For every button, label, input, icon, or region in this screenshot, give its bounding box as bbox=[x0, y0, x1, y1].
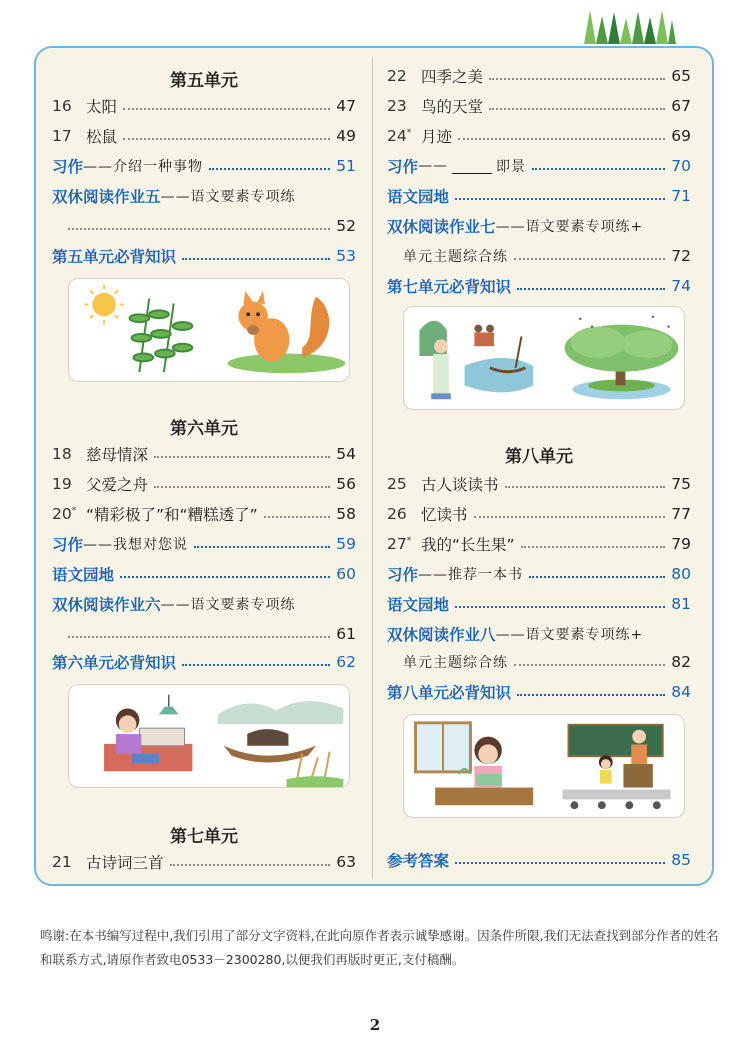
toc-entry-16[interactable] bbox=[52, 94, 356, 118]
lesson-title: 古诗词三首 bbox=[86, 854, 164, 872]
toc-entry-unit5-writing[interactable] bbox=[52, 154, 356, 178]
toc-entry-unit6-homework[interactable] bbox=[52, 592, 356, 616]
unit5-illustration bbox=[68, 278, 350, 382]
leader-dots bbox=[517, 288, 665, 290]
unit7-illustration bbox=[403, 306, 685, 410]
leader-dots bbox=[123, 138, 330, 140]
toc-entry-unit5-homework-page[interactable] bbox=[52, 214, 356, 238]
garden-label: 语文园地 bbox=[52, 566, 115, 584]
lesson-title: 太阳 bbox=[86, 98, 118, 116]
page-number: 84 bbox=[671, 683, 691, 701]
page-number: 62 bbox=[336, 653, 356, 671]
leader-dots bbox=[514, 258, 665, 260]
lesson-title: 松鼠 bbox=[86, 128, 118, 146]
girl-reading-and-classroom-image bbox=[404, 715, 684, 817]
toc-entry-21[interactable] bbox=[52, 850, 356, 874]
page-number: 61 bbox=[336, 625, 356, 643]
lesson-title: 四季之美 bbox=[421, 68, 484, 86]
leader-dots bbox=[489, 108, 665, 110]
toc-entry-20[interactable] bbox=[52, 502, 356, 526]
unit6-title: 第六单元 bbox=[170, 419, 238, 439]
writing-dash: —— bbox=[418, 158, 449, 174]
lesson-number: 21 bbox=[52, 853, 72, 871]
lesson-number: 16 bbox=[52, 97, 72, 115]
leader-dots bbox=[474, 516, 666, 518]
leader-dots bbox=[455, 606, 665, 608]
leader-dots bbox=[170, 864, 331, 866]
leader-dots bbox=[182, 664, 330, 666]
knowledge-label: 第六单元必背知识 bbox=[52, 654, 177, 672]
unit7-title: 第七单元 bbox=[170, 827, 238, 847]
page-number: 54 bbox=[336, 445, 356, 463]
toc-entry-18[interactable] bbox=[52, 442, 356, 466]
leader-dots bbox=[194, 546, 330, 548]
writing-topic: ——我想对您说 bbox=[83, 537, 189, 553]
optional-star: * bbox=[406, 535, 412, 546]
leader-dots bbox=[120, 576, 330, 578]
toc-entry-unit7-homework-cont[interactable] bbox=[387, 244, 691, 268]
knowledge-label: 第八单元必背知识 bbox=[387, 684, 512, 702]
leader-dots bbox=[68, 228, 330, 230]
leader-dots bbox=[68, 636, 330, 638]
answers-label: 参考答案 bbox=[387, 852, 450, 870]
lesson-number: 22 bbox=[387, 67, 407, 85]
leader-dots bbox=[154, 456, 330, 458]
unit5-title: 第五单元 bbox=[170, 71, 238, 91]
toc-entry-unit7-garden[interactable] bbox=[387, 184, 691, 208]
toc-entry-unit7-knowledge[interactable] bbox=[387, 274, 691, 298]
lesson-title: “精彩极了”和“糟糕透了” bbox=[86, 506, 258, 524]
leader-dots bbox=[123, 108, 330, 110]
garden-label: 语文园地 bbox=[387, 188, 450, 206]
leader-dots bbox=[455, 198, 665, 200]
leader-dots bbox=[458, 138, 665, 140]
toc-entry-unit6-garden[interactable] bbox=[52, 562, 356, 586]
toc-entry-unit6-knowledge[interactable] bbox=[52, 650, 356, 674]
toc-entry-24[interactable] bbox=[387, 124, 691, 148]
leader-dots bbox=[529, 576, 665, 578]
lesson-title: 忆读书 bbox=[421, 506, 468, 524]
leader-dots bbox=[264, 516, 331, 518]
writing-topic: 即景 bbox=[496, 159, 527, 175]
writing-label: 习作 bbox=[52, 536, 84, 554]
homework-label: 双休阅读作业七 bbox=[387, 218, 496, 236]
column-divider bbox=[372, 58, 373, 878]
leader-dots bbox=[154, 486, 330, 488]
knowledge-label: 第五单元必背知识 bbox=[52, 248, 177, 266]
sun-and-squirrel-image bbox=[69, 279, 349, 381]
homework-topic-cont: 单元主题综合练 bbox=[403, 655, 508, 671]
unit8-title: 第八单元 bbox=[505, 447, 573, 467]
lesson-number: 17 bbox=[52, 127, 72, 145]
toc-entry-unit8-garden[interactable] bbox=[387, 592, 691, 616]
garden-label: 语文园地 bbox=[387, 596, 450, 614]
page-number: 56 bbox=[336, 475, 356, 493]
writing-label: 习作 bbox=[52, 158, 84, 176]
homework-topic: ——语文要素专项练 bbox=[160, 189, 296, 205]
page-number: 59 bbox=[336, 535, 356, 553]
page-number: 70 bbox=[671, 157, 691, 175]
leader-dots bbox=[505, 486, 666, 488]
homework-label: 双休阅读作业五 bbox=[52, 188, 161, 206]
page-number: 82 bbox=[671, 653, 691, 671]
unit6-illustration bbox=[68, 684, 350, 788]
trees-decoration-icon bbox=[584, 6, 676, 46]
lesson-number: 20* bbox=[52, 505, 77, 523]
leader-dots bbox=[521, 546, 666, 548]
toc-entry-23[interactable] bbox=[387, 94, 691, 118]
toc-entry-unit6-writing[interactable] bbox=[52, 532, 356, 556]
toc-entry-answers[interactable] bbox=[387, 848, 691, 872]
page-number: 80 bbox=[671, 565, 691, 583]
homework-topic-cont: 单元主题综合练 bbox=[403, 249, 508, 265]
leader-dots bbox=[517, 694, 665, 696]
lesson-number: 27* bbox=[387, 535, 412, 553]
writing-label: 习作 bbox=[387, 566, 419, 584]
lesson-number: 18 bbox=[52, 445, 72, 463]
toc-entry-unit8-homework[interactable] bbox=[387, 622, 691, 646]
lesson-number: 19 bbox=[52, 475, 72, 493]
page-number: 85 bbox=[671, 851, 691, 869]
page-number: 53 bbox=[336, 247, 356, 265]
page-number: 75 bbox=[671, 475, 691, 493]
toc-entry-27[interactable] bbox=[387, 532, 691, 556]
lesson-title: 鸟的天堂 bbox=[421, 98, 484, 116]
homework-topic: ——语文要素专项练+ bbox=[495, 219, 644, 235]
toc-entry-unit5-homework[interactable] bbox=[52, 184, 356, 208]
fill-in-blank bbox=[452, 159, 492, 174]
page-number: 72 bbox=[671, 247, 691, 265]
page-number: 77 bbox=[671, 505, 691, 523]
lesson-number: 23 bbox=[387, 97, 407, 115]
toc-entry-unit7-homework[interactable] bbox=[387, 214, 691, 238]
toc-entry-unit8-knowledge[interactable] bbox=[387, 680, 691, 704]
page-number: 58 bbox=[336, 505, 356, 523]
toc-entry-unit7-writing[interactable] bbox=[387, 154, 691, 178]
toc-entry-unit6-homework-page[interactable] bbox=[52, 622, 356, 646]
lake-and-banyan-tree-image bbox=[404, 307, 684, 409]
leader-dots bbox=[532, 168, 665, 170]
toc-entry-26[interactable] bbox=[387, 502, 691, 526]
page-number: 60 bbox=[336, 565, 356, 583]
leader-dots bbox=[209, 168, 330, 170]
lesson-number: 26 bbox=[387, 505, 407, 523]
lesson-number: 25 bbox=[387, 475, 407, 493]
page-number: 49 bbox=[336, 127, 356, 145]
leader-dots bbox=[182, 258, 330, 260]
page-number: 63 bbox=[336, 853, 356, 871]
knowledge-label: 第七单元必背知识 bbox=[387, 278, 512, 296]
toc-entry-19[interactable] bbox=[52, 472, 356, 496]
page-number: 65 bbox=[671, 67, 691, 85]
page-number: 67 bbox=[671, 97, 691, 115]
page-number: 71 bbox=[671, 187, 691, 205]
optional-star: * bbox=[71, 505, 77, 516]
acknowledgement-note: 鸣谢:在本书编写过程中,我们引用了部分文字资料,在此向原作者表示诚挚感谢。因条件所限,我们无法查找到部分作者的姓名和联系方式,请原作者致电0533－2300280,以便我们再版时更正,支付稿酬。 bbox=[40, 928, 719, 967]
lesson-number: 24* bbox=[387, 127, 412, 145]
leader-dots bbox=[514, 664, 665, 666]
optional-star: * bbox=[406, 127, 412, 138]
page-number: 47 bbox=[336, 97, 356, 115]
homework-label: 双休阅读作业八 bbox=[387, 626, 496, 644]
leader-dots bbox=[455, 862, 665, 864]
page-number: 52 bbox=[336, 217, 356, 235]
writing-label: 习作 bbox=[387, 158, 419, 176]
page-number: 79 bbox=[671, 535, 691, 553]
homework-topic: ——语文要素专项练 bbox=[160, 597, 296, 613]
writing-topic: ——介绍一种事物 bbox=[83, 159, 204, 175]
homework-topic: ——语文要素专项练+ bbox=[495, 627, 644, 643]
toc-entry-22[interactable] bbox=[387, 64, 691, 88]
page-number: 74 bbox=[671, 277, 691, 295]
toc-entry-unit5-knowledge[interactable] bbox=[52, 244, 356, 268]
unit8-illustration bbox=[403, 714, 685, 818]
lesson-title: 我的“长生果” bbox=[421, 536, 515, 554]
page-number: 69 bbox=[671, 127, 691, 145]
homework-label: 双休阅读作业六 bbox=[52, 596, 161, 614]
lesson-title: 父爱之舟 bbox=[86, 476, 149, 494]
lesson-title: 月迹 bbox=[421, 128, 453, 146]
toc-entry-17[interactable] bbox=[52, 124, 356, 148]
page-number: 51 bbox=[336, 157, 356, 175]
lesson-title: 慈母情深 bbox=[86, 446, 149, 464]
leader-dots bbox=[489, 78, 665, 80]
toc-entry-unit8-writing[interactable] bbox=[387, 562, 691, 586]
page-number-footer: 2 bbox=[369, 1016, 381, 1034]
toc-entry-25[interactable] bbox=[387, 472, 691, 496]
mother-sewing-and-boat-image bbox=[69, 685, 349, 787]
toc-entry-unit8-homework-cont[interactable] bbox=[387, 650, 691, 674]
writing-topic: ——推荐一本书 bbox=[418, 567, 524, 583]
lesson-title: 古人谈读书 bbox=[421, 476, 499, 494]
page-number: 81 bbox=[671, 595, 691, 613]
